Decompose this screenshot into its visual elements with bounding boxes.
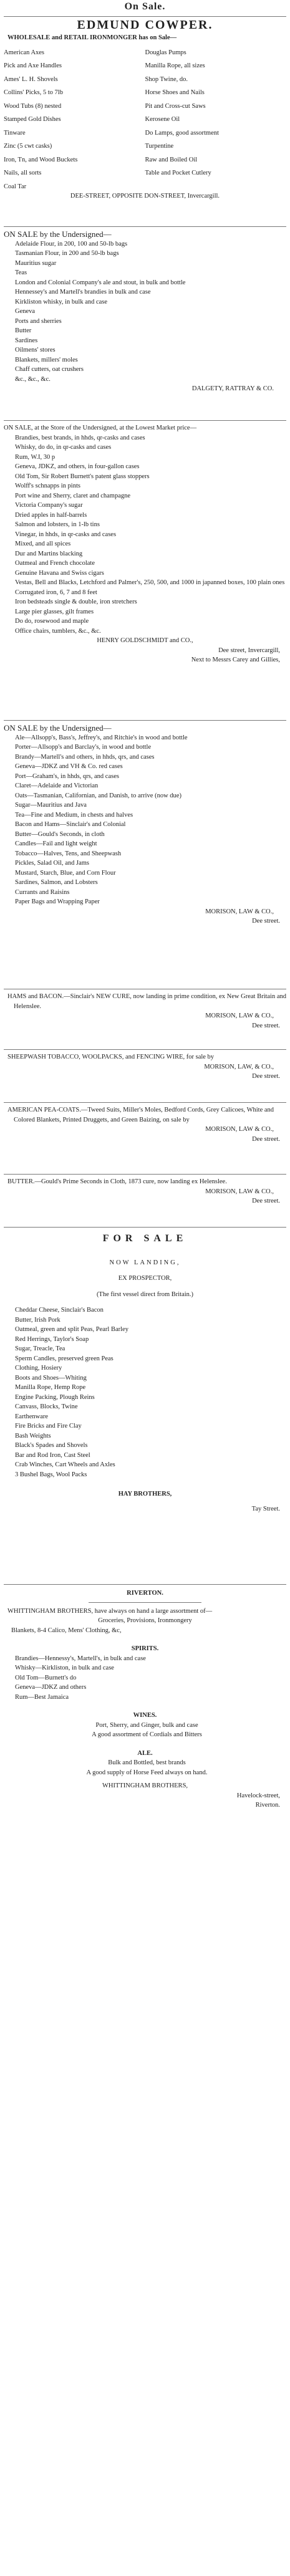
morison-line: Geneva—JDKZ and VH & Co. red cases (15, 763, 123, 770)
morison-line: Claret—Adelaide and Victorian (15, 782, 99, 789)
wines-line: A good assortment of Cordials and Bitters (92, 1731, 202, 1738)
morison-line: Currants and Raisins (15, 888, 70, 896)
cowper-item-row (4, 88, 286, 98)
dalgety-line: London and Colonial Company's ale and stout, in bulk and bottle (15, 279, 186, 286)
morison-line: Sugar—Mauritius and Java (15, 802, 87, 809)
morison-line: Port—Graham's, in hhds, qrs, and cases (15, 772, 119, 780)
goldschmidt-line: Large pier glasses, gilt frames (15, 608, 94, 615)
wines-line: Port, Sherry, and Ginger, bulk and case (95, 1721, 198, 1729)
butter-text: BUTTER.—Gould's Prime Seconds in Cloth, 1873 cure, now landing ex Helenslee. (7, 1178, 227, 1185)
butter-signature: MORISON, LAW & CO., (205, 1188, 274, 1195)
goldschmidt-intro: ON SALE, at the Store of the Undersigned, at the Lowest Market price— (4, 425, 197, 431)
dalgety-line: Geneva (15, 308, 36, 315)
cowper-item-left: Collins' Picks, 5 to 7lb (4, 89, 63, 96)
goldschmidt-line: Mixed, and all spices (15, 541, 71, 547)
peacoats-signature: MORISON, LAW & CO., (205, 1126, 274, 1133)
goldschmidt-line: Geneva, JDKZ, and others, in four-gallon cases (15, 463, 140, 470)
dalgety-ad (4, 229, 286, 418)
divider (4, 226, 286, 227)
hay-line: Bar and Rod Iron, Cast Steel (15, 1451, 90, 1459)
cowper-extra: Coal Tar (4, 183, 27, 190)
dalgety-line: Teas (15, 269, 27, 276)
cowper-item-right: Horse Shoes and Nails (145, 89, 205, 96)
hay-line: Fire Bricks and Fire Clay (15, 1423, 82, 1430)
whittingham-intro-3: Blankets, 8-4 Calico, Mens' Clothing, &c, (11, 1627, 122, 1634)
hay-ship: EX PROSPECTOR, (118, 1275, 172, 1282)
morison-line: Ale—Allsopp's, Bass's, Jeffrey's, and Ritchie's in wood and bottle (15, 734, 188, 741)
dalgety-line: Oilmens' stores (15, 347, 56, 353)
morison-line: Sardines, Salmon, and Lobsters (15, 879, 98, 886)
hams-text: HAMS and BACON.—Sinclair's NEW CURE, now landing in prime condition, ex New Great Britain and Helenslee. (7, 993, 287, 1010)
sheepwash-signature: MORISON, LAW, & CO., (204, 1063, 274, 1070)
goldschmidt-line: Port wine and Sherry, claret and champagne (15, 492, 131, 499)
butter-ad (4, 1177, 286, 1224)
cowper-item-left: Iron, Tn, and Wood Buckets (4, 156, 78, 163)
cowper-items (4, 48, 286, 178)
goldschmidt-line: Vestas, Bell and Blacks, Letchford and Palmer's, 250, 500, and 1000 in japanned boxes, 100 plain ones (15, 579, 285, 586)
cowper-item-left: Nails, all sorts (4, 170, 42, 176)
dalgety-line: Adelaide Flour, in 200, 100 and 50-lb bags (15, 240, 128, 248)
hay-ad (4, 1231, 286, 1582)
goldschmidt-line: Do do, rosewood and maple (15, 618, 89, 625)
butter-address: Dee street. (252, 1198, 280, 1204)
cowper-item-right: Do Lamps, good assortment (145, 129, 219, 137)
goldschmidt-line: Whisky, do do, in qr-casks and cases (15, 444, 112, 451)
cowper-item-left: Tinware (4, 129, 26, 137)
cowper-item-right: Manilla Rope, all sizes (145, 62, 205, 69)
whittingham-intro-2: Groceries, Provisions, Ironmongery (98, 1617, 192, 1624)
hay-line: Engine Packing, Plough Reins (15, 1393, 95, 1401)
dalgety-line: Ports and sherries (15, 317, 62, 325)
cowper-item-row (4, 75, 286, 85)
goldschmidt-line: Rum, W.I, 30 p (15, 453, 56, 461)
goldschmidt-line: Office chairs, tumblers, &c., &c. (15, 627, 101, 635)
divider (89, 1602, 201, 1603)
goldschmidt-line: Corrugated iron, 6, 7 and 8 feet (15, 589, 97, 596)
sheepwash-text: SHEEPWASH TOBACCO, WOOLPACKS, and FENCING WIRE, for sale by (7, 1054, 215, 1060)
hay-line: Manilla Rope, Hemp Rope (15, 1384, 86, 1391)
spirits-line: Rum—Best Jamaica (15, 1693, 69, 1701)
divider (4, 1584, 286, 1585)
morison-lines (4, 733, 286, 907)
cowper-item-right: Douglas Pumps (145, 49, 186, 56)
peacoats-ad (4, 1105, 286, 1171)
hay-line: Sperm Candles, preserved green Peas (15, 1355, 114, 1362)
ale-line: A good supply of Horse Feed always on hand. (86, 1769, 208, 1776)
divider (4, 1174, 286, 1175)
divider (4, 1227, 286, 1228)
cowper-item-left: Wood Tubs (8) nested (4, 102, 62, 110)
morison-line: Pickles, Salad Oil, and Jams (15, 860, 89, 867)
whittingham-ad (4, 1588, 286, 1939)
hay-now-landing: NOW LANDING, (109, 1259, 181, 1266)
morison-line: Brandy—Martell's and others, in hhds, qrs, and cases (15, 753, 155, 761)
hay-address: Tay Street. (251, 1505, 280, 1512)
cowper-item-row (4, 142, 286, 151)
whittingham-intro: WHITTINGHAM BROTHERS, have always on hand a large assortment of— (7, 1607, 213, 1615)
cowper-item-right: Pit and Cross-cut Saws (145, 102, 206, 110)
advertisement-column (4, 0, 286, 1939)
dalgety-line: Hennessey's and Martell's brandies in bulk and case (15, 289, 151, 296)
cowper-item-right: Raw and Boiled Oil (145, 156, 198, 163)
hay-line: 3 Bushel Bags, Wool Packs (15, 1471, 87, 1478)
dalgety-intro: ON SALE by the Undersigned— (4, 229, 112, 239)
cowper-name: EDMUND COWPER. (77, 18, 213, 32)
hay-line: Clothing, Hosiery (15, 1365, 62, 1372)
dalgety-signature: DALGETY, RATTRAY & CO. (191, 385, 274, 392)
cowper-ad (4, 17, 286, 224)
dalgety-line: Mauritius sugar (15, 259, 57, 267)
cowper-item-right: Kerosene Oil (145, 116, 180, 123)
goldschmidt-address-2: Next to Messrs Carey and Gillies, (191, 656, 280, 663)
sheepwash-address: Dee street. (252, 1073, 280, 1080)
cowper-item-right: Shop Twine, do. (145, 75, 188, 83)
ale-line: Bulk and Bottled, best brands (108, 1759, 186, 1766)
cowper-item-row (4, 48, 286, 58)
ale-heading: ALE. (137, 1749, 153, 1757)
spirits-line: Old Tom—Burnett's do (15, 1674, 77, 1681)
peacoats-text: AMERICAN PEA-COATS.—Tweed Suits, Miller's Moles, Bedford Cords, Grey Calicoes, White and Colored Blankets, Printed Druggets, and Green Baizing, on sale by (7, 1107, 274, 1123)
hams-ad (4, 992, 286, 1047)
hay-note: (The first vessel direct from Britain.) (96, 1290, 194, 1298)
goldschmidt-lines (4, 433, 286, 637)
goldschmidt-line: Salmon and lobsters, in 1-lb tins (15, 521, 100, 528)
morison-line: Candles—Fail and light weight (15, 840, 97, 847)
goldschmidt-line: Oatmeal and French chocolate (15, 560, 95, 567)
wines-lines (4, 1721, 286, 1740)
wines-heading: WINES. (133, 1712, 157, 1719)
goldschmidt-line: Vinegar, in hhds, in qr-casks and cases (15, 531, 117, 538)
cowper-item-left: American Axes (4, 49, 45, 56)
spirits-heading: SPIRITS. (131, 1645, 159, 1652)
hay-line: Bash Weights (15, 1432, 51, 1439)
cowper-item-row (4, 128, 286, 138)
divider (4, 1049, 286, 1050)
goldschmidt-line: Genuine Havana and Swiss cigars (15, 569, 104, 577)
hay-line: Red Herrings, Taylor's Soap (15, 1335, 89, 1343)
spirits-lines (4, 1654, 286, 1703)
divider (4, 420, 286, 421)
spirits-line: Geneva—JDKZ and others (15, 1684, 87, 1691)
hay-line: Black's Spades and Shovels (15, 1442, 88, 1449)
page-title: On Sale. (124, 1, 166, 12)
morison-line: Tea—Fine and Medium, in chests and halves (15, 811, 133, 819)
cowper-item-left: Stamped Gold Dishes (4, 116, 61, 123)
hams-signature: MORISON, LAW & CO., (205, 1012, 274, 1019)
morison-line: Oats—Tasmanian, Californian, and Danish, to arrive (now due) (15, 792, 181, 799)
goldschmidt-line: Brandies, best brands, in hhds, qr-casks and cases (15, 434, 145, 441)
cowper-item-left: Ames' L. H. Shovels (4, 75, 58, 83)
divider (4, 720, 286, 721)
hay-line: Cheddar Cheese, Sinclair's Bacon (15, 1307, 104, 1314)
hay-line: Canvass, Blocks, Twine (15, 1403, 78, 1410)
morison-intro: ON SALE by the Undersigned— (4, 723, 112, 733)
dalgety-line: Blankets, millers' moles (15, 356, 78, 363)
morison-line: Butter—Gould's Seconds, in cloth (15, 830, 105, 838)
goldschmidt-ad (4, 423, 286, 718)
goldschmidt-signature: HENRY GOLDSCHMIDT and CO., (97, 637, 193, 644)
hay-line: Butter, Irish Pork (15, 1316, 60, 1324)
morison-ad (4, 723, 286, 986)
cowper-item-left: Pick and Axe Handles (4, 62, 62, 69)
morison-signature: MORISON, LAW & CO., (205, 908, 274, 915)
goldschmidt-line: Wolff's schnapps in pints (15, 483, 80, 489)
cowper-address: DEE-STREET, OPPOSITE DON-STREET, Invercargill. (70, 193, 220, 199)
ale-lines (4, 1758, 286, 1777)
hay-line: Oatmeal, green and split Peas, Pearl Barley (15, 1326, 128, 1333)
divider (4, 1102, 286, 1103)
whittingham-address-2: Riverton. (255, 1802, 280, 1809)
whittingham-address-1: Havelock-street, (236, 1792, 280, 1799)
morison-address: Dee street. (252, 918, 280, 925)
cowper-intro: WHOLESALE and RETAIL IRONMONGER has on Sale— (7, 34, 177, 41)
dalgety-line: Tasmanian Flour, in 200 and 50-lb bags (15, 250, 119, 257)
dalgety-line: Kirkliston whisky, in bulk and case (15, 298, 108, 305)
morison-line: Tobacco—Halves, Tens, and Sheepwash (15, 850, 122, 857)
goldschmidt-line: Victoria Company's sugar (15, 502, 83, 509)
goldschmidt-line: Iron bedsteads single & double, iron stretchers (15, 598, 137, 605)
morison-line: Bacon and Hams—Sinclair's and Colonial (15, 821, 126, 828)
hams-address: Dee street. (252, 1022, 280, 1029)
goldschmidt-line: Dur and Martins blacking (15, 550, 83, 557)
dalgety-line: Sardines (15, 337, 38, 344)
hay-line: Sugar, Treacle, Tea (15, 1345, 65, 1352)
peacoats-address: Dee street. (252, 1135, 280, 1143)
dalgety-line: Butter (15, 327, 32, 334)
cowper-item-row (4, 115, 286, 125)
cowper-item-row (4, 61, 286, 71)
hay-signature: HAY BROTHERS, (118, 1491, 172, 1497)
spirits-line: Brandies—Hennessy's, Martell's, in bulk and case (15, 1655, 146, 1662)
cowper-item-right: Table and Pocket Cutlery (145, 170, 211, 176)
goldschmidt-line: Old Tom, Sir Robert Burnett's patent glass stoppers (15, 473, 150, 480)
goldschmidt-address-1: Dee street, Invercargill, (218, 646, 280, 654)
morison-line: Porter—Allsopp's and Barclay's, in wood and bottle (15, 744, 152, 751)
spirits-line: Whisky—Kirkliston, in bulk and case (15, 1665, 114, 1671)
whittingham-place: RIVERTON. (127, 1590, 163, 1597)
cowper-item-left: Zinc (5 cwt casks) (4, 143, 52, 150)
hay-lines (4, 1305, 286, 1479)
goldschmidt-line: Dried apples in half-barrels (15, 511, 87, 519)
morison-line: Paper Bags and Wrapping Paper (15, 898, 100, 905)
sheepwash-ad (4, 1052, 286, 1100)
hay-line: Boots and Shoes—Whiting (15, 1374, 87, 1382)
dalgety-lines (4, 239, 286, 385)
dalgety-line: Chaff cutters, oat crushers (15, 366, 84, 373)
cowper-item-row (4, 102, 286, 112)
cowper-item-row (4, 168, 286, 178)
hay-for-sale: FOR SALE (102, 1233, 188, 1244)
cowper-item-row (4, 155, 286, 165)
hay-line: Crab Winches, Cart Wheels and Axles (15, 1461, 115, 1468)
dalgety-line: &c., &c., &c. (15, 375, 51, 383)
hay-line: Earthenware (15, 1413, 49, 1420)
whittingham-signature: WHITTINGHAM BROTHERS, (102, 1782, 188, 1789)
morison-line: Mustard, Starch, Blue, and Corn Flour (15, 869, 116, 877)
cowper-item-right: Turpentine (145, 143, 174, 150)
